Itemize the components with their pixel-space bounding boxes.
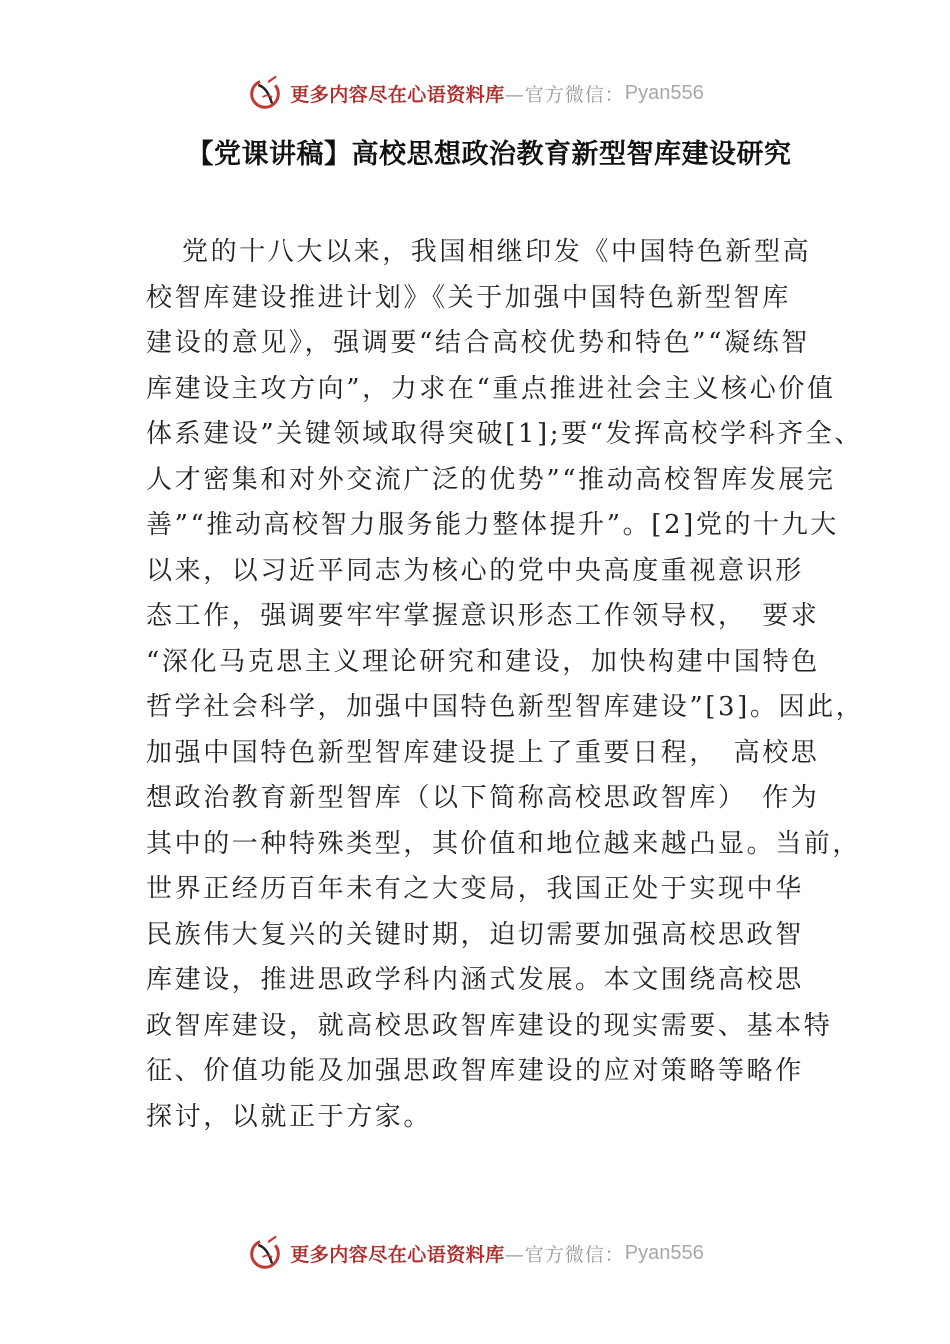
- banner-wechat-id: Pyan556: [624, 1241, 704, 1264]
- body-line: 体系建设”关键领域取得突破[1];要“发挥高校学科齐全、: [146, 419, 863, 449]
- banner-main-text: 更多内容尽在心语资料库: [290, 83, 505, 106]
- body-line: 库建设，推进思政学科内涵式发展。本文围绕高校思: [146, 965, 804, 995]
- body-line: 探讨，以就正于方家。: [146, 1101, 433, 1132]
- body-line: 库建设主攻方向”，力求在“重点推进社会主义核心价值: [146, 373, 836, 404]
- brush-circle-logo-icon: [246, 74, 284, 112]
- body-line: 哲学社会科学，加强中国特色新型智库建设”[3]。因此，: [146, 692, 865, 722]
- body-line: 政智库建设，就高校思政智库建设的现实需要、基本特: [146, 1010, 833, 1041]
- document-title: 【党课讲稿】高校思想政治教育新型智库建设研究: [186, 139, 792, 170]
- body-line: 世界正经历百年未有之大变局，我国正处于实现中华: [146, 874, 804, 904]
- body-line: 其中的一种特殊类型，其价值和地位越来越凸显。当前，: [146, 828, 862, 859]
- banner-wechat-id: Pyan556: [624, 81, 704, 104]
- body-line: 想政治教育新型智库（以下简称高校思政智库） 作为: [146, 783, 820, 813]
- banner-main-text: 更多内容尽在心语资料库: [290, 1243, 505, 1266]
- body-line: 党的十八大以来，我国相继印发《中国特色新型高: [182, 237, 812, 267]
- banner-sub-text: —官方微信：: [504, 83, 625, 106]
- body-line: 人才密集和对外交流广泛的优势”“推动高校智库发展完: [146, 464, 836, 495]
- body-line: 民族伟大复兴的关键时期，迫切需要加强高校思政智: [146, 919, 804, 950]
- body-line: 态工作，强调要牢牢掌握意识形态工作领导权， 要求: [146, 601, 820, 631]
- body-line: 校智库建设推进计划》《关于加强中国特色新型智库: [146, 282, 791, 313]
- body-line: 征、价值功能及加强思政智库建设的应对策略等略作: [146, 1056, 804, 1086]
- body-line: 善”“推动高校智力服务能力整体提升”。[2]党的十九大: [146, 510, 839, 540]
- body-text: [146, 230, 865, 1140]
- brush-circle-logo-icon: [246, 1234, 284, 1272]
- header-banner: [0, 68, 950, 118]
- banner-sub-text: —官方微信：: [504, 1243, 625, 1266]
- body-line: 加强中国特色新型智库建设提上了重要日程， 高校思: [146, 737, 820, 768]
- body-line: “深化马克思主义理论研究和建设，加快构建中国特色: [146, 646, 820, 677]
- body-line: 以来，以习近平同志为核心的党中央高度重视意识形: [146, 555, 804, 586]
- body-line: 建设的意见》，强调要“结合高校优势和特色”“凝练智: [146, 328, 810, 358]
- footer-banner: [0, 1228, 950, 1278]
